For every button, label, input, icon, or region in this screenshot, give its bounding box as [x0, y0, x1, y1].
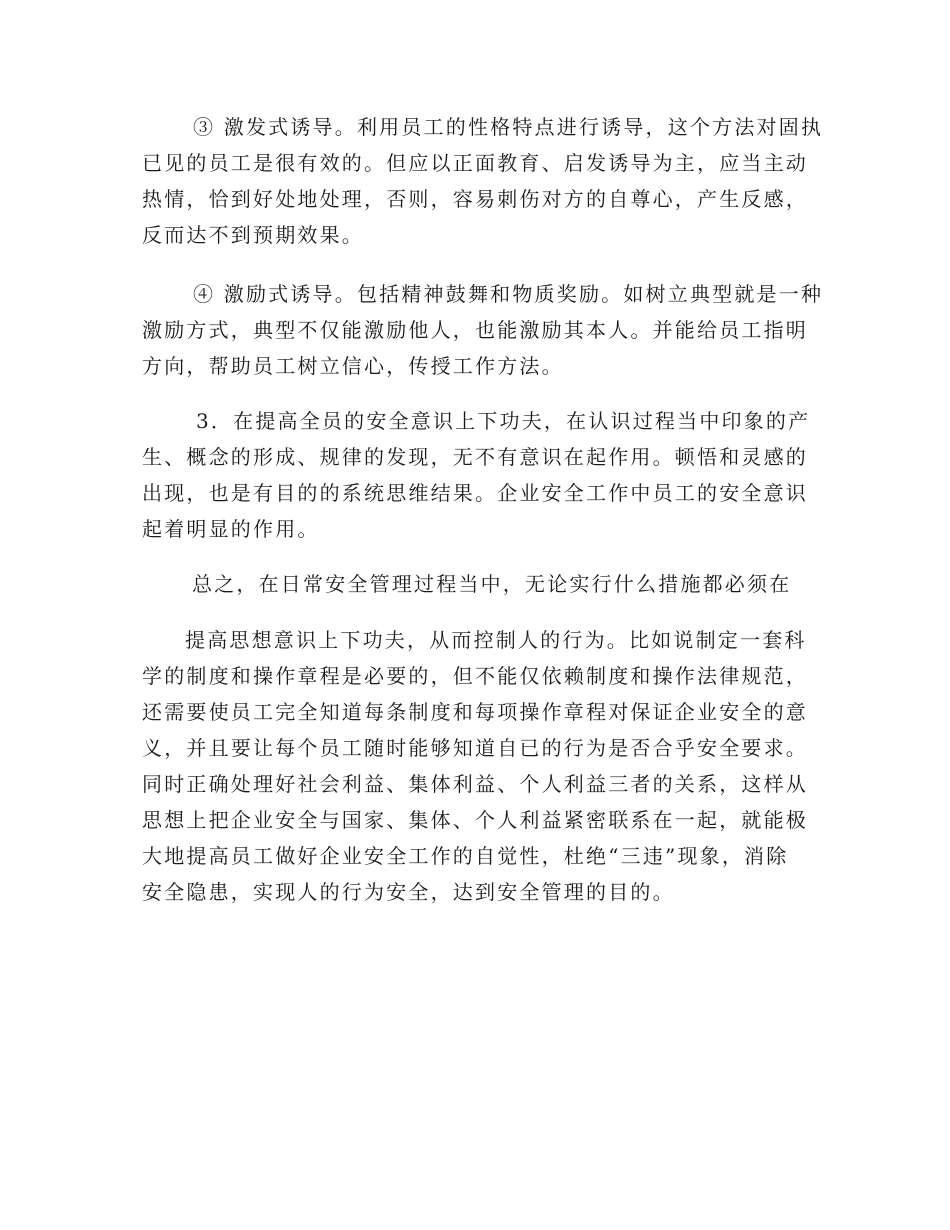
- paragraph-1-line-4: 反而达不到预期效果。: [142, 223, 364, 247]
- paragraph-3-line-3: 出现，也是有目的的系统思维结果。企业安全工作中员工的安全意识: [142, 481, 808, 505]
- paragraph-5-line-1: 提高思想意识上下功夫，从而控制人的行为。比如说制定一套科: [185, 628, 807, 652]
- paragraph-5-line-8: 安全隐患，实现人的行为安全，达到安全管理的目的。: [142, 880, 675, 904]
- paragraph-5-line-5: 同时正确处理好社会利益、集体利益、个人利益三者的关系，这样从: [142, 772, 808, 796]
- paragraph-5-line-2: 学的制度和操作章程是必要的，但不能仅依赖制度和操作法律规范，: [142, 664, 808, 688]
- paragraph-3-line-4: 起着明显的作用。: [142, 517, 320, 541]
- paragraph-1-line-3: 热情，恰到好处地处理，否则，容易刺伤对方的自尊心，产生反感，: [142, 187, 808, 211]
- paragraph-3-line-1: 3．在提高全员的安全意识上下功夫，在认识过程当中印象的产: [196, 409, 811, 433]
- paragraph-5-line-7: 大地提高员工做好企业安全工作的自觉性，杜绝“三违”现象，消除: [142, 844, 789, 868]
- paragraph-4-line-1: 总之，在日常安全管理过程当中，无论实行什么措施都必须在: [192, 572, 792, 596]
- paragraph-2-line-2: 激励方式，典型不仅能激励他人，也能激励其本人。并能给员工指明: [142, 318, 808, 342]
- paragraph-1-line-1: ③ 激发式诱导。利用员工的性格特点进行诱导，这个方法对固执: [193, 115, 824, 139]
- paragraph-3-line-2: 生、概念的形成、规律的发现，无不有意识在起作用。顿悟和灵感的: [142, 445, 808, 469]
- paragraph-1-line-2: 已见的员工是很有效的。但应以正面教育、启发诱导为主，应当主动: [142, 151, 808, 175]
- paragraph-2-line-1: ④ 激励式诱导。包括精神鼓舞和物质奖励。如树立典型就是一种: [193, 282, 824, 306]
- paragraph-2-line-3: 方向，帮助员工树立信心，传授工作方法。: [142, 354, 564, 378]
- paragraph-5-line-3: 还需要使员工完全知道每条制度和每项操作章程对保证企业安全的意: [142, 700, 808, 724]
- paragraph-5-line-4: 义，并且要让每个员工随时能够知道自已的行为是否合乎安全要求。: [142, 736, 808, 760]
- paragraph-5-line-6: 思想上把企业安全与国家、集体、个人利益紧密联系在一起，就能极: [142, 808, 808, 832]
